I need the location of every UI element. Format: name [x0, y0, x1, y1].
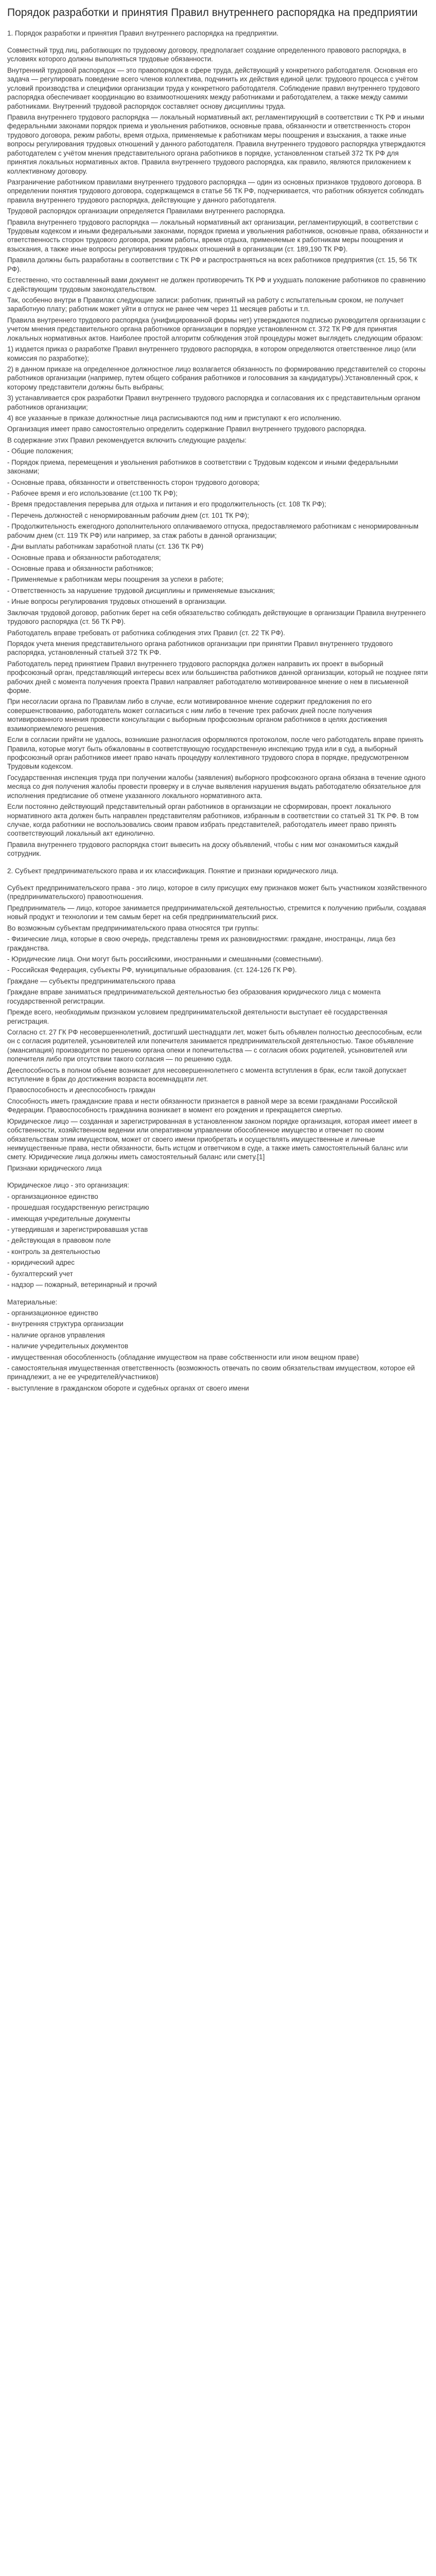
paragraph: - организационное единство [7, 1192, 98, 1200]
paragraph: - контроль за деятельностью [7, 1247, 100, 1256]
paragraph: Правила должны быть разработаны в соответствии с ТК РФ и распространяться на всех работников предприятия (ст. 15, 56 ТК РФ). [7, 256, 417, 273]
paragraph: - наличие органов управления [7, 1331, 105, 1339]
paragraph: - Время предоставления перерыва для отдыха и питания и его продолжительность (ст. 108 ТК РФ); [7, 500, 326, 509]
paragraph: Заключая трудовой договор, работник берет на себя обязательство соблюдать действующие в организации Правила внутреннего трудового распорядка (ст. 56 ТК РФ). [7, 608, 426, 626]
paragraph: - самостоятельная имущественная ответственность (возможность отвечать по своим обязательствам имуществом, которое ей принадлежит, а не ее учредителей/участников) [7, 1364, 415, 1381]
paragraph: - Применяемые к работникам меры поощрения за успехи в работе; [7, 575, 224, 584]
paragraph: Порядок учета мнения представительного органа работников организации при принятии Правил внутреннего трудового распорядка, установленный статьей 372 ТК РФ. [7, 639, 393, 657]
paragraph: - Юридические лица. Они могут быть российскими, иностранными и смешанными (совместными). [7, 955, 323, 963]
paragraph: Во возможным субъектам предпринимательского права относятся три группы: [7, 924, 259, 932]
paragraph: - Рабочее время и его использование (ст.100 ТК РФ); [7, 489, 178, 498]
paragraph: Естественно, что составленный вами документ не должен противоречить ТК РФ и ухудшать положение работников по сравнению с действующим трудовым законодательством. [7, 276, 426, 293]
paragraph: - Основные права, обязанности и ответственность сторон трудового договора; [7, 478, 260, 486]
paragraph: - Перечень должностей с ненормированным рабочим днем (ст. 101 ТК РФ); [7, 511, 249, 519]
paragraph: Предприниматель — лицо, которое занимается предпринимательской деятельностью, стремится к получению прибыли, создавая новый продукт и технологии и тем самым берет на себя предпринимательский риск. [7, 904, 426, 921]
paragraph: - Дни выплаты работникам заработной платы (ст. 136 ТК РФ) [7, 543, 204, 551]
paragraph: - Основные права и обязанности работодателя; [7, 553, 161, 562]
paragraph: Правила внутреннего трудового распорядка — локальный нормативный акт организации, регламентирующий, в соответствии с Трудовым кодексом и иными федеральными законами, порядок приема и увольнения работников, основные права, обязанности и ответственность сторон трудового договора, режим работы, время отдыха, применяемые к работникам меры поощрения и взыскания, а также иные вопросы регулирования трудовых отношений в организации (ст. 189,190 ТК РФ). [7, 218, 429, 253]
paragraph: Признаки юридического лица [7, 1164, 102, 1172]
paragraph: - выступление в гражданском обороте и судебных органах от своего имени [7, 1384, 249, 1392]
paragraph: Внутренний трудовой распорядок — это правопорядок в сфере труда, действующий у конкретного работодателя. Основная его задача — регулировать поведение всего членов коллектива, подчинить их действия единой цели: трудового процесса с учётом условий производства и специфики организации труда у конкретного работодателя. Соблюдение правил внутреннего трудового распорядка обеспечивает координацию во взаимоотношениях между работниками и работодателем, а также между самими работниками. Внутренний трудовой распорядок составляет основу дисциплины труда. [7, 66, 420, 110]
paragraph: - Физические лица, которые в свою очередь, представлены тремя их разновидностями: граждане, иностранцы, лица без гражданства. [7, 935, 396, 952]
paragraph: - Продолжительность ежегодного дополнительного оплачиваемого отпуска, предоставляемого работникам с ненормированным рабочим днем (ст. 119 ТК РФ) или например, за стаж работы в данной организации; [7, 522, 418, 539]
paragraph: При несогласии органа по Правилам либо в случае, если мотивированное мнение содержит предложения по его совершенствованию, работодатель может согласиться с ним либо в течение трех рабочих дней после получения мотивированного мнения провести консультации с выборным профсоюзным органом работников в целях достижения взаимоприемлемого решения. [7, 698, 387, 733]
paragraph: Совместный труд лиц, работающих по трудовому договору, предполагает создание определенного правового распорядка, в условиях которого должны выполняться трудовые обязанности. [7, 46, 407, 63]
paragraph: Субъект предпринимательского права - это лицо, которое в силу присущих ему признаков может быть участником хозяйственного (предпринимательского) правоотношения. [7, 884, 427, 901]
paragraph: - Российская Федерация, субъекты РФ, муниципальные образования. (ст. 124-126 ГК РФ). [7, 966, 297, 974]
paragraph: - бухгалтерский учет [7, 1269, 73, 1278]
paragraph: - внутренняя структура организации [7, 1320, 124, 1328]
paragraph: 3) устанавливается срок разработки Правил внутреннего трудового распорядка и согласования их с представительным органом работников организации; [7, 394, 421, 411]
paragraph-gap [7, 40, 429, 46]
paragraph: - Основные права и обязанности работников; [7, 564, 153, 572]
paragraph: - имеющая учредительные документы [7, 1214, 130, 1223]
paragraph-gap [7, 1292, 429, 1298]
paragraph: Материальные: [7, 1298, 58, 1306]
page-title: Порядок разработки и принятия Правил внутреннего распорядка на предприятии [7, 7, 418, 19]
paragraph: - надзор — пожарный, ветеринарный и прочий [7, 1281, 157, 1289]
paragraph: Прежде всего, необходимым признаком условием предпринимательской деятельности выступает её государственная регистрация. [7, 1008, 388, 1025]
paragraph: Правоспособность и дееспособность граждан [7, 1086, 155, 1094]
paragraph: Государственная инспекция труда при получении жалобы (заявления) выборного профсоюзного органа обязана в течение одного месяца со дня получения жалобы провести проверку и в случае выявления нарушения выдать работодателю обязательное для исполнения предписание об отмене указанного локального нормативного акта. [7, 773, 426, 800]
paragraph: 2) в данном приказе на определенное должностное лицо возлагается обязанность по формированию представителей со стороны работников организации (например, путем общего собрания работников и голосования за кандидатуры).Установленный срок, к которому представители должны быть выбраны; [7, 365, 426, 391]
document-body [7, 29, 429, 1393]
paragraph: Так, особенно внутри в Правилах следующие записи: работник, принятый на работу с испытательным сроком, не получает заработную плату; работник может уйти в отпуск не ранее чем через 11 месяцев работы и т.п. [7, 296, 404, 313]
paragraph: - Общие положения; [7, 447, 73, 455]
paragraph: Граждане — субъекты предпринимательского права [7, 977, 176, 985]
paragraph: Разграничение работником правилами внутреннего трудового распорядка — один из основных признаков трудового договора. В определении понятия трудового договора, содержащемся в статье 56 ТК РФ, подчеркивается, что работник обязуется соблюдать правила внутреннего трудового распорядка, действующие у данного работодателя. [7, 178, 424, 204]
paragraph: - Порядок приема, перемещения и увольнения работников в соответствии с Трудовым кодексом и иными федеральными законами; [7, 458, 398, 476]
paragraph-gap [7, 877, 429, 884]
paragraph: Работодатель вправе требовать от работника соблюдения этих Правил (ст. 22 ТК РФ). [7, 629, 285, 637]
paragraph: - имущественная обособленность (обладание имуществом на праве собственности или ином вещном праве) [7, 1353, 359, 1361]
paragraph: - организационное единство [7, 1309, 98, 1317]
paragraph: - наличие учредительных документов [7, 1342, 129, 1350]
paragraph: - юридический адрес [7, 1259, 75, 1267]
paragraph: 1) издается приказ о разработке Правил внутреннего трудового распорядка, в котором определяются ответственное лицо (или комиссия по разработке); [7, 345, 416, 362]
paragraph: Юридическое лицо - это организация: [7, 1181, 129, 1190]
paragraph: Правила внутреннего трудового распорядка (унифицированной формы нет) утверждаются подписью руководителя организации с учетом мнения представительного органа работников организации в порядке установленном ст. 372 ТК РФ для принятия локальных нормативных актов. Наиболее простой алгоритм соблюдения этой процедуры может выглядеть следующим образом: [7, 316, 426, 342]
paragraph: - Ответственность за нарушение трудовой дисциплины и применяемые взыскания; [7, 586, 275, 595]
paragraph: Дееспособность в полном объеме возникает для несовершеннолетнего с момента вступления в брак, если такой допускает вступление в брак до достижения возраста восемнадцати лет. [7, 1066, 407, 1083]
paragraph: 4) все указанные в приказе должностные лица расписываются под ним и приступают к его исполнению. [7, 414, 342, 422]
paragraph: Работодатель перед принятием Правил внутреннего трудового распорядка должен направить их проект в выборный профсоюзный орган, представляющий интересы всех или большинства работников данной организации, который не позднее пяти рабочих дней с момента получения проекта Правил направляет работодателю мотивированное мнение о нем в письменной форме. [7, 659, 428, 695]
paragraph-gap [7, 1175, 429, 1181]
paragraph: В содержание этих Правил рекомендуется включить следующие разделы: [7, 436, 247, 444]
paragraph: Граждане вправе заниматься предпринимательской деятельностью без образования юридического лица с момента государственной регистрации. [7, 988, 381, 1005]
paragraph: Трудовой распорядок организации определяется Правилами внутреннего распорядка. [7, 207, 286, 215]
paragraph: - утвердившая и зарегистрировавшая устав [7, 1225, 148, 1233]
paragraph: Способность иметь гражданские права и нести обязанности признается в равной мере за всеми гражданами Российской Федерации. Правоспособность гражданина возникает в момент его рождения и прекращается смертью. [7, 1097, 397, 1114]
paragraph-gap [7, 860, 429, 867]
paragraph: 2. Субъект предпринимательского права и их классификация. Понятие и признаки юридического лица. [7, 867, 339, 875]
paragraph: - действующая в правовом поле [7, 1236, 111, 1245]
paragraph: Если в согласии прийти не удалось, возникшие разногласия оформляются протоколом, после чего работодатель вправе принять Правила, которые могут быть обжалованы в соответствующую государственную инспекцию труда или в суд, а выборный профсоюзный орган работников имеет право начать процедуру коллективного трудового спора в порядке, предусмотренном Трудовым кодексом. [7, 736, 424, 771]
paragraph: Организация имеет право самостоятельно определить содержание Правил внутреннего трудового распорядка. [7, 425, 367, 433]
paragraph: Согласно ст. 27 ГК РФ несовершеннолетний, достигший шестнадцати лет, может быть объявлен полностью дееспособным, если он с согласия родителей, усыновителей или попечителя занимается предпринимательской деятельностью. Такое объявление (эмансипация) производится по решению органа опеки и попечительства — с согласия обоих родителей, усыновителей или попечителя либо при отсутствии такого согласия — по решению суда. [7, 1028, 422, 1063]
paragraph: - прошедшая государственную регистрацию [7, 1204, 149, 1212]
paragraph: Правила внутреннего трудового распорядка — локальный нормативный акт, регламентирующий в соответствии с ТК РФ и иными федеральными законами порядок приема и увольнения работников, основные права, обязанности и ответственность сторон трудового договора, режим работы, время отдыха, применяемые к работникам меры поощрения и взыскания, а также иные вопросы регулирования трудовых отношений у данного работодателя. Правила внутреннего трудового распорядка утверждаются работодателем с учётом мнения представительного органа работников в порядке, установленном статьей 372 ТК РФ для принятия локальных нормативных актов. Правила внутреннего трудового распорядка, как правило, являются приложением к коллективному договору. [7, 113, 426, 175]
paragraph: - Иные вопросы регулирования трудовых отношений в организации. [7, 598, 227, 606]
paragraph: 1. Порядок разработки и принятия Правил внутреннего распорядка на предприятии. [7, 29, 279, 37]
paragraph: Если постоянно действующий представительный орган работников в организации не сформирован, проект локального нормативного акта должен быть направлен представителям работников, избранным в соответствии со статьей 31 ТК РФ. В том случае, когда работники не воспользовались своим правом избрать представителей, работодатель имеет право принять соответствующий локальный акт единолично. [7, 803, 419, 838]
paragraph: Правила внутреннего трудового распорядка стоит вывесить на доску объявлений, чтобы с ним мог ознакомиться каждый сотрудник. [7, 840, 398, 858]
paragraph: Юридическое лицо — созданная и зарегистрированная в установленном законом порядке организация, которая имеет имеет в собственности, хозяйственном ведении или оперативном управлении обособленное имущество и отвечает по своим обязательствам этим имуществом, может от своего имени приобретать и осуществлять имущественные и личные неимущественные права, нести обязанности, быть истцом и ответчиком в суде, а также иметь самостоятельный баланс или смету. Юридические лица должны иметь самостоятельный баланс или смету.[1] [7, 1117, 417, 1161]
